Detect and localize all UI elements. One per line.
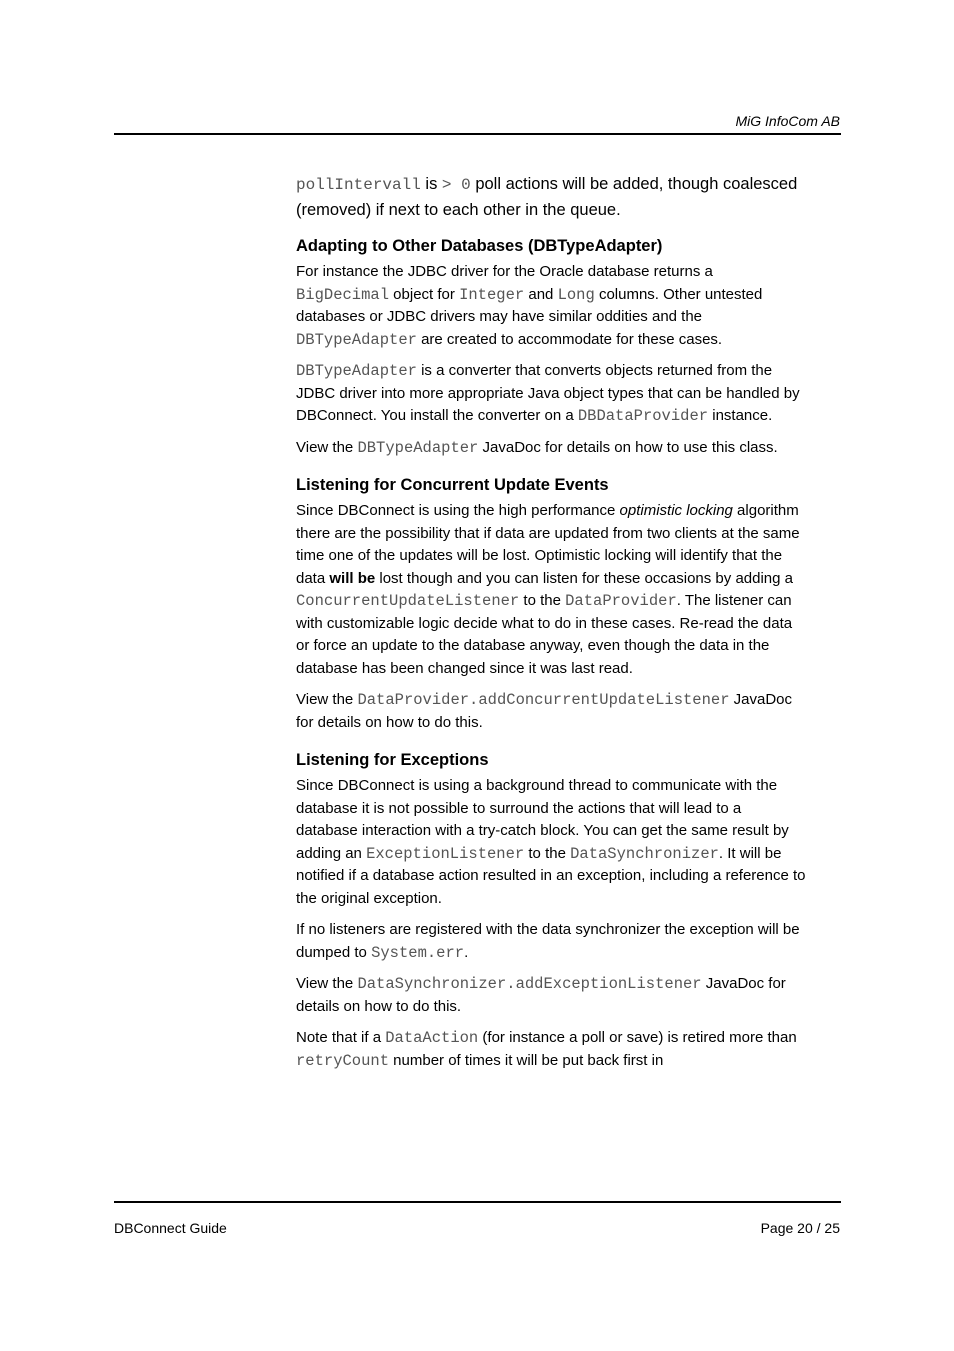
section-heading-exceptions: Listening for Exceptions — [296, 751, 489, 769]
section-heading-concurrent-update: Listening for Concurrent Update Events — [296, 476, 609, 494]
header-company-name: MiG InfoCom AB — [735, 113, 840, 129]
inline-code: DBDataProvider — [577, 407, 709, 425]
paragraph: View the DataProvider.addConcurrentUpdateListener JavaDoc for details on how to do this. — [296, 691, 793, 731]
section-heading-dbtypeadapter: Adapting to Other Databases (DBTypeAdapter) — [296, 237, 663, 255]
paragraph: Since DBConnect is using a background thread to communicate with the database it is not possible to surround the actions that will lead to a database interaction with a try-catch block. You can get the same result by adding an ExceptionListener to the DataSynchronizer. It will be notified if a database action resulted in an exception, including a reference to the original exception. — [296, 777, 806, 907]
bold-text: will be — [329, 569, 376, 587]
inline-code: System.err — [371, 943, 465, 962]
footer-doc-title: DBConnect Guide — [114, 1220, 227, 1236]
intro-paragraph: pollIntervall is > 0 poll actions will be added, though coalesced (removed) if next to each other in the queue. — [296, 175, 798, 219]
inline-code: DBTypeAdapter — [296, 362, 417, 380]
inline-code: DataAction — [385, 1029, 479, 1047]
inline-code: ConcurrentUpdateListener — [296, 592, 520, 610]
inline-code: DataSynchronizer — [570, 844, 719, 863]
inline-code: ExceptionListener — [366, 844, 525, 863]
inline-code: Integer — [459, 285, 525, 304]
paragraph: If no listeners are registered with the data synchronizer the exception will be dumped to System.err. — [296, 921, 800, 962]
inline-code: > 0 — [441, 176, 471, 194]
inline-code: BigDecimal — [296, 285, 390, 304]
footer-rule — [114, 1201, 841, 1203]
inline-code: DBTypeAdapter — [357, 438, 479, 457]
inline-code: DataProvider — [565, 592, 677, 610]
inline-code: Long — [557, 285, 595, 304]
paragraph: View the DBTypeAdapter JavaDoc for details on how to use this class. — [296, 438, 778, 457]
inline-code: DBTypeAdapter — [296, 330, 417, 349]
paragraph: Since DBConnect is using the high performance optimistic locking algorithm there are the possibility that if data are updated from two clients at the same time one of the updates will be lost. Optimistic locking will identify that the data will be lost though and you can listen for these occasions by adding a ConcurrentUpdateListener to the DataProvider. The listener can with customizable logic decide what to do in these cases. Re-read the data or force an update to the database anyway, even though the data in the database has been changed since it was last read. — [296, 502, 800, 677]
inline-code: DataSynchronizer.addExceptionListener — [357, 975, 702, 993]
header-rule — [114, 133, 841, 135]
paragraph: View the DataSynchronizer.addExceptionListener JavaDoc for details on how to do this. — [296, 975, 786, 1015]
footer-page-number: Page 20 / 25 — [760, 1220, 840, 1236]
inline-code: retryCount — [296, 1051, 390, 1070]
paragraph: Note that if a DataAction (for instance a poll or save) is retired more than retryCount number of times it will be put back first in — [296, 1029, 797, 1070]
inline-code: pollIntervall — [296, 176, 421, 194]
page-body — [296, 172, 806, 1081]
paragraph: For instance the JDBC driver for the Oracle database returns a BigDecimal object for Integer and Long columns. Other untested databases or JDBC drivers may have similar oddities and the DBTypeAdapter are created to accommodate for these cases. — [296, 263, 763, 349]
emphasis: optimistic locking — [619, 502, 733, 519]
inline-code: DataProvider.addConcurrentUpdateListener — [357, 691, 730, 709]
paragraph: DBTypeAdapter is a converter that converts objects returned from the JDBC driver into more appropriate Java object types that can be handled by DBConnect. You install the converter on a DBDataProvider instance. — [296, 362, 800, 425]
